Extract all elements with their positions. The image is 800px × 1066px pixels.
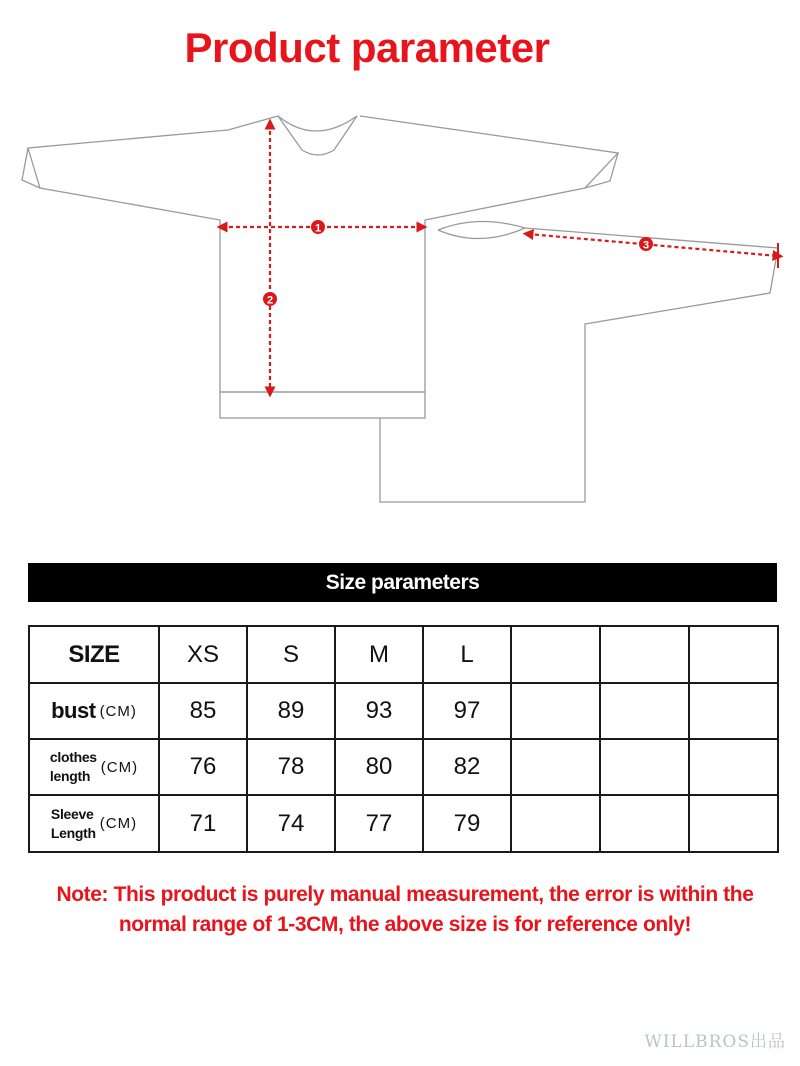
size-cell: XS bbox=[159, 626, 247, 683]
table-row-clothes-length bbox=[29, 739, 778, 795]
value-cell: 89 bbox=[247, 683, 335, 739]
row-label: bust bbox=[51, 698, 96, 723]
row-unit: (CM) bbox=[99, 702, 137, 720]
size-cell: M bbox=[335, 626, 423, 683]
size-cell bbox=[689, 626, 778, 683]
row-unit: (CM) bbox=[100, 758, 139, 776]
value-cell bbox=[689, 683, 778, 739]
page-title: Product parameter bbox=[184, 24, 550, 71]
row-label-line: Length bbox=[50, 824, 96, 841]
row-header-clothes-length bbox=[29, 739, 159, 795]
measurement-note: Note: This product is purely manual measurement, the error is within the normal range of 1-3CM, the above size is for reference only! bbox=[56, 883, 754, 936]
marker-1-label: 1 bbox=[314, 222, 322, 235]
value-cell bbox=[600, 795, 689, 852]
value-cell: 74 bbox=[247, 795, 335, 852]
value-cell bbox=[600, 739, 689, 795]
value-cell: 93 bbox=[335, 683, 423, 739]
row-label-line: Sleeve bbox=[50, 805, 94, 822]
measurement-arrows bbox=[222, 124, 778, 392]
table-row-sleeve-length bbox=[29, 795, 778, 852]
value-cell bbox=[511, 795, 600, 852]
measurement-marker-3 bbox=[639, 237, 653, 252]
size-header-label: SIZE bbox=[29, 626, 159, 683]
size-cell: L bbox=[423, 626, 511, 683]
row-header-bust bbox=[29, 683, 159, 739]
value-cell bbox=[689, 739, 778, 795]
front-jersey-outline bbox=[22, 116, 618, 418]
row-header-sleeve-length bbox=[29, 795, 159, 852]
size-cell bbox=[511, 626, 600, 683]
jersey-measurement-diagram bbox=[0, 88, 800, 516]
marker-2-label: 2 bbox=[266, 294, 274, 307]
size-cell bbox=[600, 626, 689, 683]
value-cell: 82 bbox=[423, 739, 511, 795]
side-jersey-outline bbox=[380, 221, 778, 502]
value-cell bbox=[511, 683, 600, 739]
value-cell bbox=[600, 683, 689, 739]
value-cell: 78 bbox=[247, 739, 335, 795]
value-cell: 76 bbox=[159, 739, 247, 795]
row-label-line: length bbox=[49, 768, 91, 784]
measurement-marker-1 bbox=[311, 220, 325, 235]
size-parameters-banner: Size parameters bbox=[28, 563, 777, 602]
row-label-line: clothes bbox=[49, 749, 97, 765]
table-row-bust bbox=[29, 683, 778, 739]
value-cell: 71 bbox=[159, 795, 247, 852]
brand-watermark: WILLBROS出品 bbox=[644, 1032, 786, 1052]
size-table bbox=[28, 625, 779, 853]
value-cell: 80 bbox=[335, 739, 423, 795]
row-label-stack bbox=[51, 805, 96, 843]
value-cell: 79 bbox=[423, 795, 511, 852]
size-header-row bbox=[29, 626, 778, 683]
value-cell: 77 bbox=[335, 795, 423, 852]
row-unit: (CM) bbox=[99, 815, 138, 832]
size-cell: S bbox=[247, 626, 335, 683]
value-cell bbox=[689, 795, 778, 852]
measurement-marker-2 bbox=[263, 292, 277, 307]
value-cell: 85 bbox=[159, 683, 247, 739]
row-label-stack bbox=[50, 748, 97, 786]
marker-3-label: 3 bbox=[642, 239, 650, 252]
value-cell bbox=[511, 739, 600, 795]
value-cell: 97 bbox=[423, 683, 511, 739]
